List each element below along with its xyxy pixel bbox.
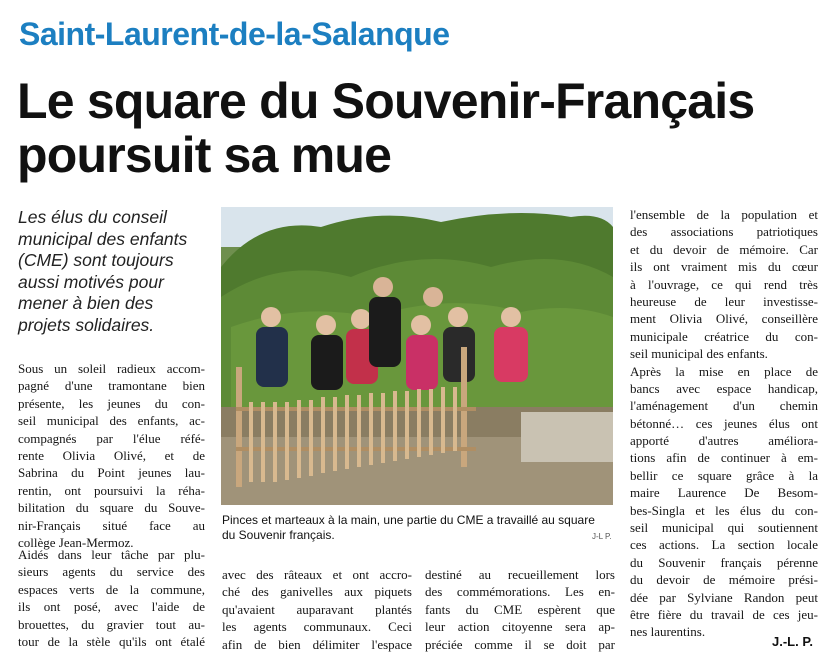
body-line: des associations patriotiques: [630, 224, 818, 240]
photo-caption: [222, 513, 614, 543]
body-line: les agents communaux. Ceci: [222, 619, 412, 635]
body-line: ché des ganivelles aux piquets: [222, 584, 412, 600]
body-line: sieurs agents du service des: [18, 564, 205, 580]
author-signature: J.-L. P.: [772, 634, 813, 649]
body-line: Après la mise en place de: [630, 363, 818, 379]
body-line: et du devoir de mémoire. Car: [630, 241, 818, 257]
body-column-4: [630, 206, 818, 641]
lede-line: (CME) sont toujours: [18, 250, 174, 270]
headline: [17, 74, 817, 182]
headline-line-2: poursuit sa mue: [17, 127, 392, 183]
body-line: destiné au recueillement lors: [425, 567, 615, 582]
body-line: bellir ce square grâce à la: [630, 467, 818, 483]
body-line: seil municipal qui soutiennent: [630, 520, 818, 536]
lede-line: mener à bien des: [18, 293, 154, 313]
body-line: ils ont vraiment mis du cœur: [630, 259, 818, 275]
body-line: l'ensemble de la population et: [630, 207, 818, 222]
body-line: pagné d'une tramontane bien: [18, 378, 205, 394]
body-line: leur action citoyenne sera ap-: [425, 619, 615, 635]
body-line: présente, les jeunes du con-: [18, 395, 205, 411]
body-line: préciée comme il se doit par: [425, 636, 615, 652]
body-line: fants du CME espèrent que: [425, 601, 615, 617]
body-line: Sous un soleil radieux accom-: [18, 361, 205, 376]
body-line: du devoir de mémoire prési-: [630, 572, 818, 588]
body-line: tour de la stèle qu'ils ont étalé: [18, 633, 205, 649]
body-line: bancs avec espace handicap,: [630, 380, 818, 396]
article-photo: [221, 207, 613, 505]
body-line: ment Olivia Olivé, conseillère: [630, 311, 818, 327]
body-line: espaces verts de la commune,: [18, 581, 205, 597]
body-line: être fière du travail de ces jeu-: [630, 606, 818, 622]
caption-line: Pinces et marteaux à la main, une partie du CME a travaillé au square: [222, 513, 595, 527]
body-line: nir-Français situé face au: [18, 517, 205, 533]
body-line: municipale créatrice du con-: [630, 328, 818, 344]
caption-line: du Souvenir français.: [222, 528, 335, 542]
lede-line: municipal des enfants: [18, 228, 188, 249]
body-line: seil municipal des enfants, ac-: [18, 413, 205, 429]
body-line: brouettes, du gravier tout au-: [18, 616, 205, 632]
lede-line: projets solidaires.: [18, 314, 155, 335]
body-line: ils ont posé, avec l'aide de: [18, 599, 205, 615]
body-line: Aidés dans leur tâche par plu-: [18, 547, 205, 562]
photo-illustration: [221, 207, 613, 505]
body-line: bilitation du square du Souve-: [18, 500, 205, 516]
body-line: afin de bien délimiter l'espace: [222, 636, 412, 652]
kicker-location: Saint-Laurent-de-la-Salanque: [19, 16, 450, 52]
photo-credit: J-L P.: [592, 532, 612, 541]
lede: [18, 207, 208, 336]
body-line: rentin, ont poursuivi la réha-: [18, 482, 205, 498]
body-column-3: [425, 566, 615, 653]
headline-line-1: Le square du Souvenir-Français: [17, 73, 755, 129]
body-line: du Souvenir français pérenne: [630, 554, 818, 570]
body-line: maire Laurence De Besom-: [630, 485, 818, 501]
body-line: ces actions. La section locale: [630, 537, 818, 553]
body-line: rente Olivia Olivé, et de: [18, 447, 205, 463]
body-line: compagnés par l'élue réfé-: [18, 430, 205, 446]
body-line: Sabrina du Point jeunes lau-: [18, 465, 205, 481]
body-line: avec des râteaux et ont accro-: [222, 567, 412, 582]
body-line: dée par Sylviane Randon peut: [630, 589, 818, 605]
body-line: tions afin de continuer à em-: [630, 450, 818, 466]
body-line: heureuse de leur investisse-: [630, 293, 818, 309]
body-line: des commémorations. Les en-: [425, 584, 615, 600]
body-line: l'aménagement d'un chemin: [630, 398, 818, 414]
lede-line: Les élus du conseil: [18, 207, 167, 227]
body-column-2: [222, 566, 412, 653]
body-line: nes laurentins.: [630, 624, 706, 640]
lede-line: aussi motivés pour: [18, 271, 164, 292]
body-line: collège Jean-Mermoz.: [18, 534, 134, 550]
body-line: qu'avaient auparavant plantés: [222, 601, 412, 617]
body-column-1: [18, 360, 205, 551]
body-line: bétonné… ces jeunes élus ont: [630, 415, 818, 431]
body-line: apporté d'autres améliora-: [630, 433, 818, 449]
body-line: bes-Singla et les élus du con-: [630, 502, 818, 518]
body-line: seil municipal des enfants.: [630, 346, 768, 362]
body-line: à l'ouvrage, ce qui rend très: [630, 276, 818, 292]
body-column-1-paragraph-2: [18, 546, 205, 650]
